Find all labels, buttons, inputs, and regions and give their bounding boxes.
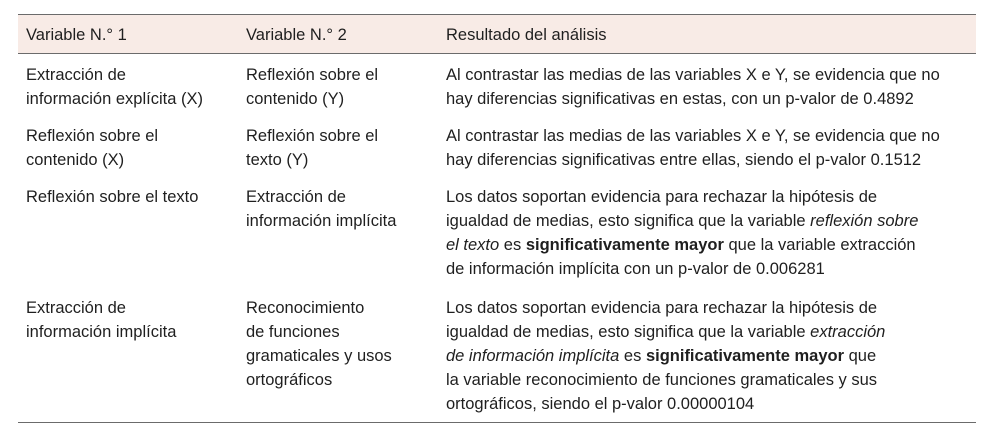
cell-result-line	[446, 233, 976, 257]
emphasis-italic-text: el texto	[446, 236, 500, 254]
cell-result-line	[446, 148, 976, 172]
cell-result-line	[446, 320, 976, 344]
cell-result-line	[446, 124, 976, 148]
cell-result-line	[446, 392, 976, 416]
cell-variable-2-line: contenido (Y)	[246, 90, 345, 108]
cell-variable-1	[18, 185, 246, 296]
cell-variable-2	[246, 185, 446, 296]
result-text: la variable reconocimiento de funciones gramaticales y sus	[446, 371, 878, 389]
cell-result-line	[446, 257, 976, 281]
cell-variable-1-line: información explícita (X)	[26, 90, 203, 108]
cell-variable-1	[18, 124, 246, 185]
table-body	[18, 54, 976, 423]
table-row	[18, 124, 976, 185]
cell-variable-2-line: ortográficos	[246, 371, 333, 389]
cell-result-line	[446, 185, 976, 209]
cell-result	[446, 54, 976, 125]
table-row	[18, 54, 976, 125]
cell-variable-2	[246, 124, 446, 185]
result-text: es	[499, 236, 526, 254]
cell-variable-2-line: Extracción de	[246, 188, 346, 206]
emphasis-italic-text: reflexión sobre	[810, 212, 919, 230]
result-text: Al contrastar las medias de las variables X e Y, se evidencia que no	[446, 127, 940, 145]
cell-variable-2	[246, 296, 446, 423]
cell-variable-1	[18, 296, 246, 423]
table-header	[18, 15, 976, 54]
cell-result	[446, 185, 976, 296]
result-text: de información implícita con un p-valor de 0.006281	[446, 260, 825, 278]
cell-variable-1-line: Extracción de	[26, 299, 126, 317]
cell-variable-1	[18, 54, 246, 125]
header-variable-2: Variable N.° 2	[246, 15, 446, 54]
emphasis-italic-text: extracción	[810, 323, 886, 341]
result-text: ortográficos, siendo el p-valor 0.00000104	[446, 395, 755, 413]
cell-variable-1-line: Extracción de	[26, 66, 126, 84]
cell-result	[446, 124, 976, 185]
result-text: Al contrastar las medias de las variables X e Y, se evidencia que no	[446, 66, 940, 84]
cell-variable-2-line: de funciones	[246, 323, 340, 341]
cell-variable-2	[246, 54, 446, 125]
cell-result-line	[446, 296, 976, 320]
table-row	[18, 296, 976, 423]
result-text: es	[619, 347, 646, 365]
cell-variable-1-line: contenido (X)	[26, 151, 125, 169]
result-text: Los datos soportan evidencia para rechazar la hipótesis de	[446, 188, 878, 206]
cell-variable-2-line: Reflexión sobre el	[246, 66, 379, 84]
cell-variable-1-line: información implícita	[26, 323, 177, 341]
cell-variable-2-line: información implícita	[246, 212, 397, 230]
result-text: hay diferencias significativas entre ellas, siendo el p-valor 0.1512	[446, 151, 922, 169]
analysis-table	[18, 14, 976, 423]
cell-result-line	[446, 63, 976, 87]
result-text: Los datos soportan evidencia para rechazar la hipótesis de	[446, 299, 878, 317]
header-row	[18, 15, 976, 54]
result-text: hay diferencias significativas en estas, con un p-valor de 0.4892	[446, 90, 914, 108]
cell-variable-2-line: gramaticales y usos	[246, 347, 392, 365]
analysis-table-container	[18, 14, 976, 423]
cell-variable-2-line: texto (Y)	[246, 151, 309, 169]
table-row	[18, 185, 976, 296]
emphasis-bold-text: significativamente mayor	[525, 236, 724, 254]
header-variable-1: Variable N.° 1	[18, 15, 246, 54]
emphasis-bold-text: significativamente mayor	[645, 347, 845, 365]
cell-result-line	[446, 209, 976, 233]
cell-variable-1-line: Reflexión sobre el	[26, 127, 159, 145]
cell-result-line	[446, 87, 976, 111]
emphasis-italic-text: de información implícita	[446, 347, 620, 365]
cell-variable-2-line: Reflexión sobre el	[246, 127, 379, 145]
cell-result-line	[446, 344, 976, 368]
cell-result-line	[446, 368, 976, 392]
result-text: que la variable extracción	[723, 236, 916, 254]
cell-variable-2-line: Reconocimiento	[246, 299, 365, 317]
cell-variable-1-line: Reflexión sobre el texto	[26, 188, 199, 206]
result-text: igualdad de medias, esto significa que la variable	[446, 212, 811, 230]
header-result: Resultado del análisis	[446, 15, 976, 54]
result-text: que	[844, 347, 877, 365]
result-text: igualdad de medias, esto significa que la variable	[446, 323, 811, 341]
cell-result	[446, 296, 976, 423]
